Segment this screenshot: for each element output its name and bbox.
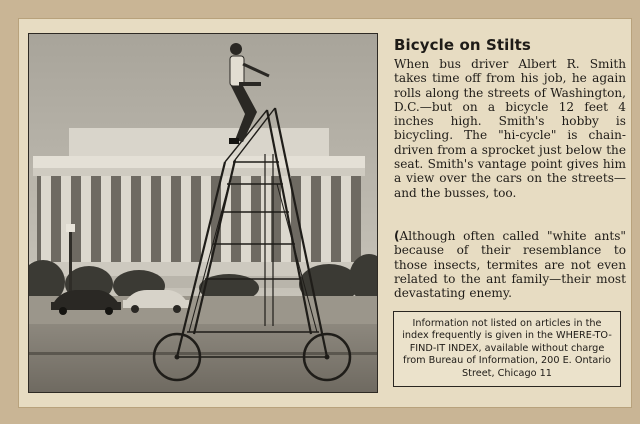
photo-man-on-tall-bicycle xyxy=(28,33,378,393)
article-paragraph-1: When bus driver Albert R. Smith takes time off from his job, he again rolls along the streets of Washington, D.C.—but on a bicycle 12 feet 4 inches high. Smith's hobby is bicycling. The "hi-cycle" is chain-driven from a sprocket just below the seat. Smith's vantage point gives him a view over the cars on the streets—and the busses, too. xyxy=(394,57,626,200)
article-headline: Bicycle on Stilts xyxy=(394,36,531,54)
paragraph-2-text: Although often called "white ants" because of their resemblance to those insects, termites are not even related to the ant family—their most devastating enemy. xyxy=(394,229,626,301)
lincoln-memorial xyxy=(29,128,377,288)
paragraph-marker: ( xyxy=(394,229,400,243)
where-to-find-it-info-box: Information not listed on articles in the index frequently is given in the WHERE-TO-FIND-IT INDEX, available without charge from Bureau of Information, 200 E. Ontario Street, Chicago 11 xyxy=(393,311,621,387)
article-paragraph-2 xyxy=(394,229,626,300)
